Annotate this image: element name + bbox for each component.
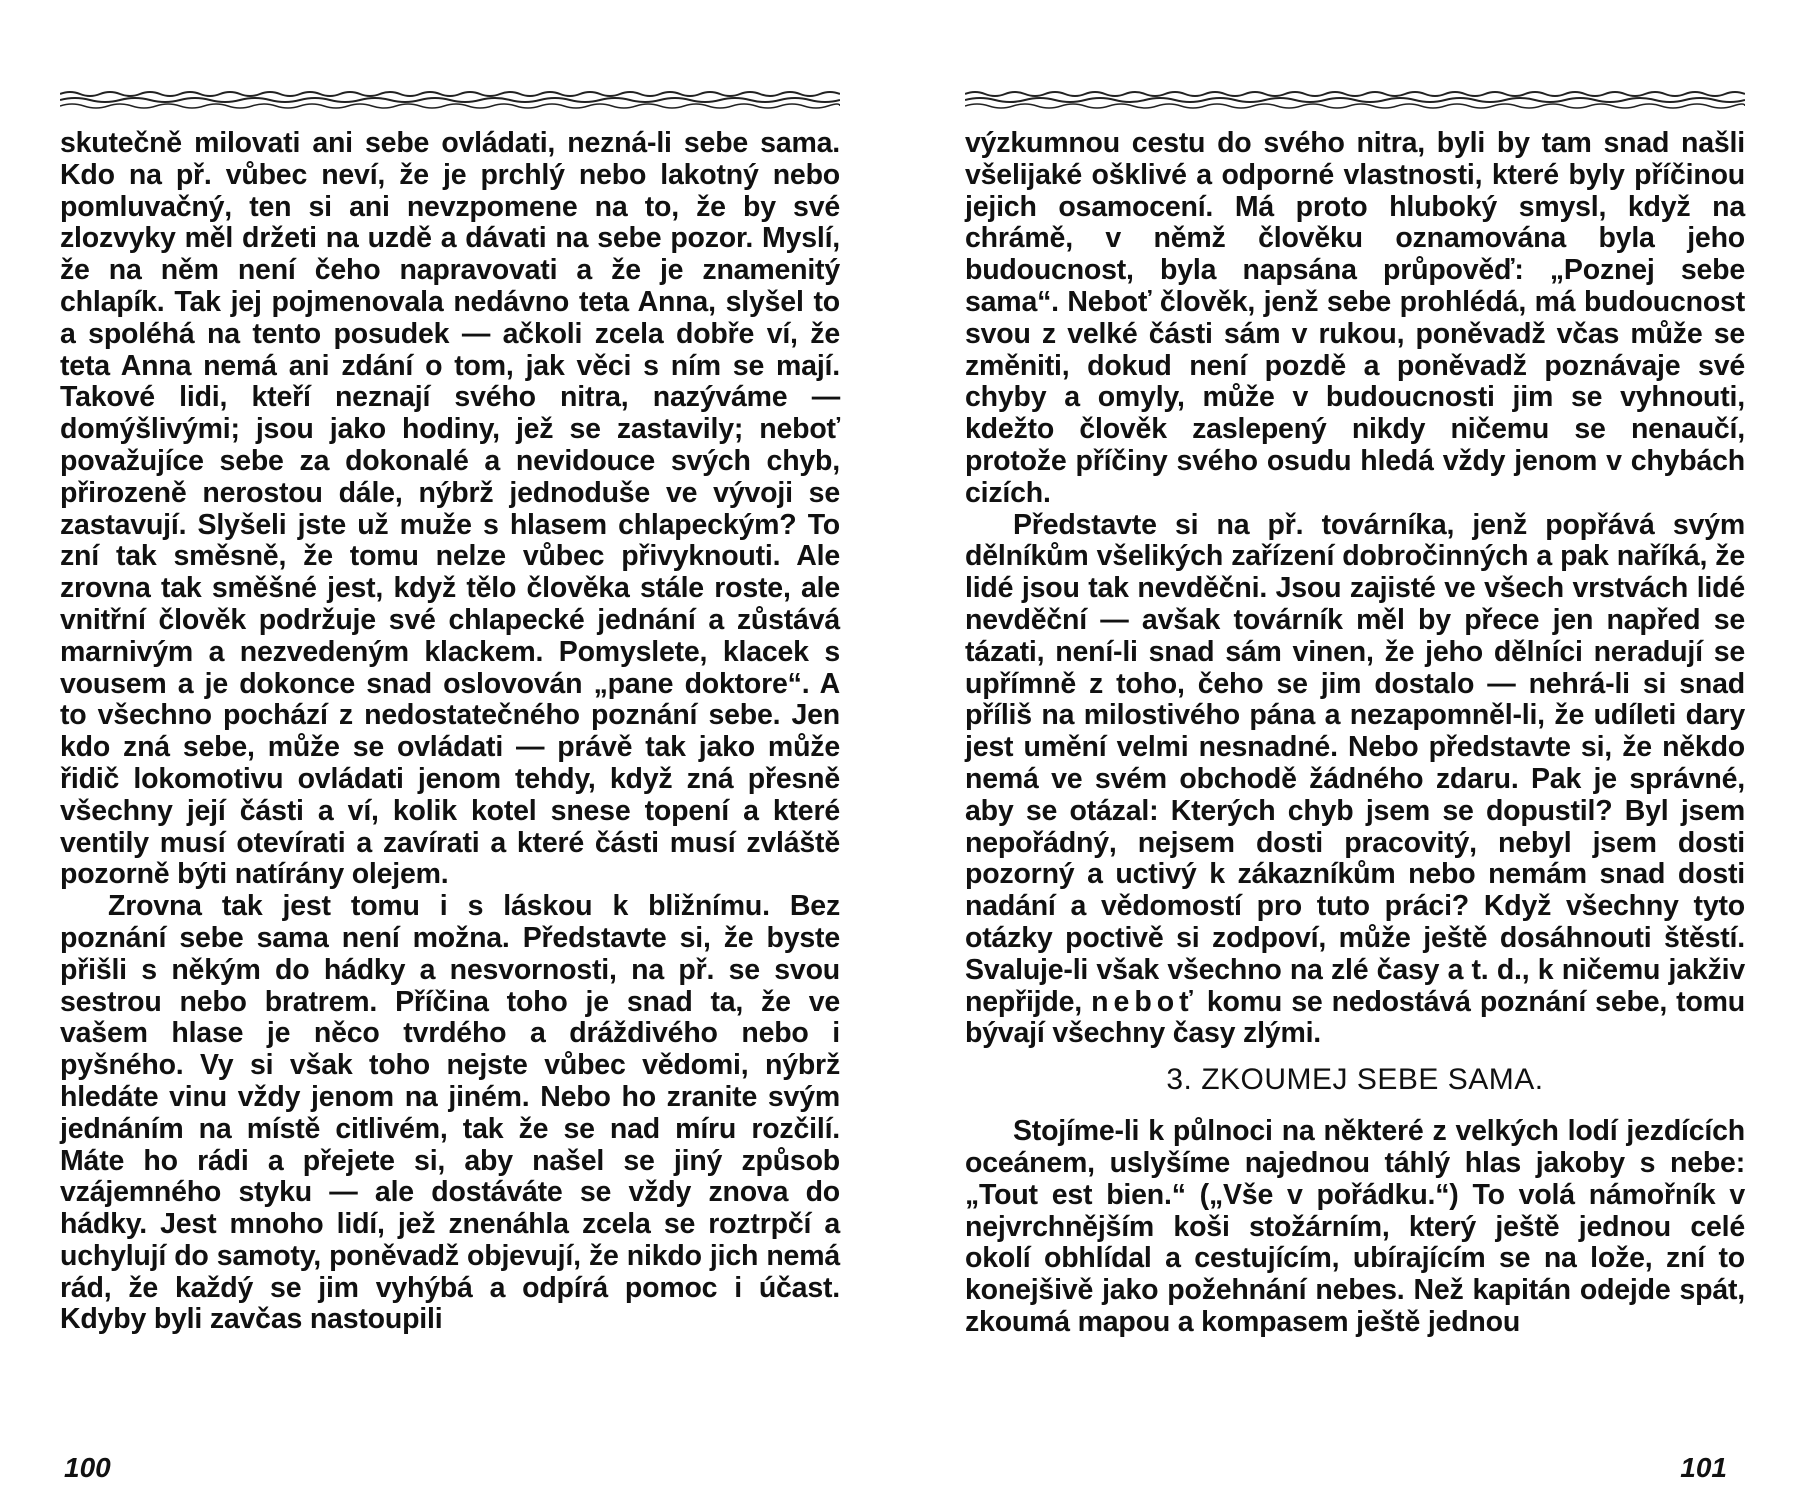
right-page — [965, 0, 1745, 1500]
right-page-body — [965, 128, 1745, 1339]
paragraph — [965, 510, 1745, 1051]
page-number: 100 — [64, 1452, 111, 1483]
page-number: 101 — [1680, 1452, 1727, 1483]
paragraph-text: Představte si na př. továrníka, jenž popřává svým dělníkům všelikých zařízení dobročinných a pak naříká, že lidé jsou tak nevděčni. Jsou zajisté ve všech vrstvách lidé nevděční — avšak továrník měl by přece jen napřed se tázati, není-li snad sám vinen, že jeho dělníci neradují se upřímně z toho, čeho se jim dostalo — nehrá-li si snad příliš na milostivého pána a nezapomněl-li, že udíleti dary jest umění velmi nesnadné. Nebo představte si, že někdo nemá ve svém obchodě žádného zdaru. Pak je správné, aby se otázal: Kterých chyb jsem se dopustil? Byl jsem nepořádný, nejsem dosti pracovitý, nebyl jsem dosti pozorný a uctivý k zákazníkům nebo nemám snad dosti nadání a vědomostí pro tuto práci? Když všechny tyto otázky poctivě si zodpoví, může ještě dosáhnouti štěstí. Svaluje-li však všechno na zlé časy a t. d., k ničemu jakživ nepřijde, — [965, 508, 1745, 1018]
section-heading: 3. ZKOUMEJ SEBE SAMA. — [1166, 1063, 1544, 1097]
left-page-body — [60, 128, 840, 1336]
paragraph-text: komu se nedostává poznání sebe, tomu bývají všechny časy zlými. — [965, 985, 1746, 1050]
paragraph: výzkumnou cestu do svého nitra, byli by tam snad našli všelijaké ošklivé a odporné vlastnosti, které byly příčinou jejich osamocení. Má proto hluboký smysl, když na chrámě, v němž člověku oznamována byla jeho budoucnost, byla napsána průpověď: „Poznej sebe sama“. Neboť člověk, jenž sebe prohlédá, má budoucnost svou z velké části sám v rukou, poněvadž včas může se změniti, dokud není pozdě a poněvadž poznávaje své chyby a omyly, může v budoucnosti jim se vyhnouti, kdežto člověk zaslepený nikdy ničemu se nenaučí, protože příčiny svého osudu hledá vždy jenom v chybách cizích. — [965, 127, 1745, 509]
left-page — [60, 0, 840, 1500]
header-ornament — [965, 88, 1745, 110]
header-ornament — [60, 88, 840, 110]
paragraph: skutečně milovati ani sebe ovládati, nezná-li sebe sama. Kdo na př. vůbec neví, že je prchlý nebo lakotný nebo pomluvačný, ten si ani nevzpomene na to, že by své zlozvyky měl držeti na uzdě a dávati na sebe pozor. Myslí, že na něm není čeho napravovati a že je znamenitý chlapík. Tak jej pojmenovala nedávno teta Anna, slyšel to a spoléhá na tento posudek — ačkoli zcela dobře ví, že teta Anna nemá ani zdání o tom, jak věci s ním se mají. Takové lidi, kteří neznají svého nitra, nazýváme — domýšlivými; jsou jako hodiny, jež se zastavily; neboť považujíce sebe za dokonalé a nevidouce svých chyb, přirozeně nerostou dále, nýbrž jednoduše ve vývoji se zastavují. Slyšeli jste už muže s hlasem chlapeckým? To zní tak směsně, že tomu nelze vůbec přivyknouti. Ale zrovna tak směšné jest, když tělo člověka stále roste, ale vnitřní člověk podržuje své chlapecké jednání a zůstává marnivým a nezvedeným klackem. Pomyslete, klacek s vousem a je dokonce snad oslovován „pane doktore“. A to všechno pochází z nedostatečného poznání sebe. Jen kdo zná sebe, může se ovládati — právě tak jako může řidič lokomotivu ovládati jenom tehdy, když zná přesně všechny její části a ví, kolik kotel snese topení a které ventily musí otevírati a zavírati a které části musí zvláště pozorně býti natírány olejem. — [60, 127, 840, 891]
spaced-word: neboť — [1091, 985, 1198, 1018]
paragraph: Zrovna tak jest tomu i s láskou k bližnímu. Bez poznání sebe sama není možna. Představte si, že byste přišli s někým do hádky a nesvornosti, na př. se svou sestrou nebo bratrem. Příčina toho je snad ta, že ve vašem hlase je něco tvrdého a dráždivého nebo i pyšného. Vy si však toho nejste vůbec vědomi, nýbrž hledáte vinu vždy jenom na jiném. Nebo ho zranite svým jednáním na místě citlivém, tak že se nad míru rozčilí. Máte ho rádi a přejete si, aby našel se jiný způsob vzájemného styku — ale dostáváte se vždy znova do hádky. Jest mnoho lidí, jež znenáhla zcela se roztrpčí a uchylují do samoty, poněvadž objevují, že nikdo jich nemá rád, že každý se jim vyhýbá a odpírá pomoc i účast. Kdyby byli zavčas nastoupili — [60, 890, 840, 1336]
paragraph: Stojíme-li k půlnoci na některé z velkých lodí jezdících oceánem, uslyšíme najednou táhlý hlas jakoby s nebe: „Tout est bien.“ („Vše v pořádku.“) To volá námořník v nejvrchnějším koši stožárním, který ještě jednou celé okolí obhlídal a cestujícím, ubírajícím se na lože, zní to konejšivě jako požehnání nebes. Než kapitán odejde spát, zkoumá mapou a kompasem ještě jednou — [965, 1115, 1745, 1338]
